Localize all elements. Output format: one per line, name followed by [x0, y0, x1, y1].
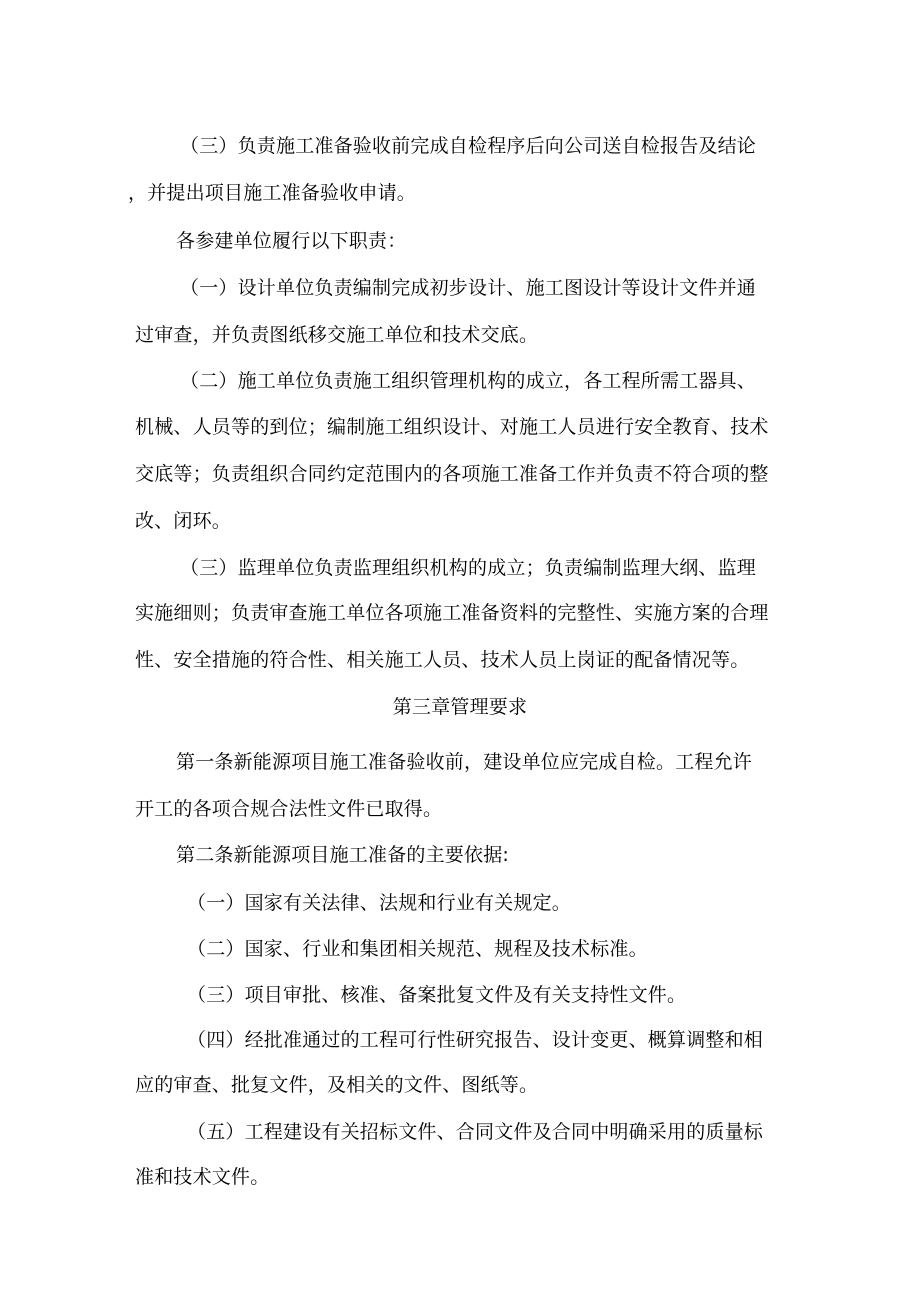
paragraph-line: （三）监理单位负责监理组织机构的成立；负责编制监理大纲、监理 — [180, 557, 757, 579]
paragraph-line: （三）项目审批、核准、备案批复文件及有关支持性文件。 — [187, 984, 687, 1006]
paragraph-line: （一）国家有关法律、法规和行业有关规定。 — [187, 892, 572, 914]
paragraph-line: （四）经批准通过的工程可行性研究报告、设计变更、概算调整和相 — [187, 1029, 764, 1051]
paragraph-line: （二）国家、行业和集团相关规范、规程及技术标准。 — [187, 938, 648, 960]
paragraph-line: 应的审查、批复文件，及相关的文件、图纸等。 — [135, 1074, 539, 1096]
paragraph-line: ，并提出项目施工准备验收申请。 — [128, 182, 417, 204]
paragraph-line: 第一条新能源项目施工准备验收前，建设单位应完成自检。工程允许 — [176, 751, 753, 773]
paragraph-line: 改、闭环。 — [135, 510, 232, 532]
paragraph-line: 过审查，并负责图纸移交施工单位和技术交底。 — [135, 324, 539, 346]
chapter-heading: 第三章管理要求 — [392, 696, 528, 718]
paragraph-line: （三）负责施工准备验收前完成自检程序后向公司送自检报告及结论 — [180, 135, 757, 157]
paragraph-line: 开工的各项合规合法性文件已取得。 — [135, 798, 443, 820]
paragraph-line: 第二条新能源项目施工准备的主要依据: — [176, 844, 510, 866]
paragraph-line: 性、安全措施的符合性、相关施工人员、技术人员上岗证的配备情况等。 — [135, 649, 750, 671]
paragraph-line: （一）设计单位负责编制完成初步设计、施工图设计等设计文件并通 — [180, 277, 757, 299]
paragraph-line: （五）工程建设有关招标文件、合同文件及合同中明确采用的质量标 — [187, 1121, 764, 1143]
paragraph-line: 各参建单位履行以下职责： — [176, 230, 407, 252]
paragraph-line: 准和技术文件。 — [135, 1166, 270, 1188]
paragraph-line: 机械、人员等的到位；编制施工组织设计、对施工人员进行安全教育、技术 — [135, 416, 769, 438]
paragraph-line: 实施细则；负责审查施工单位各项施工准备资料的完整性、实施方案的合理 — [135, 602, 769, 624]
paragraph-line: （二）施工单位负责施工组织管理机构的成立，各工程所需工器具、 — [180, 370, 757, 392]
paragraph-line: 交底等；负责组织合同约定范围内的各项施工准备工作并负责不符合项的整 — [135, 463, 769, 485]
